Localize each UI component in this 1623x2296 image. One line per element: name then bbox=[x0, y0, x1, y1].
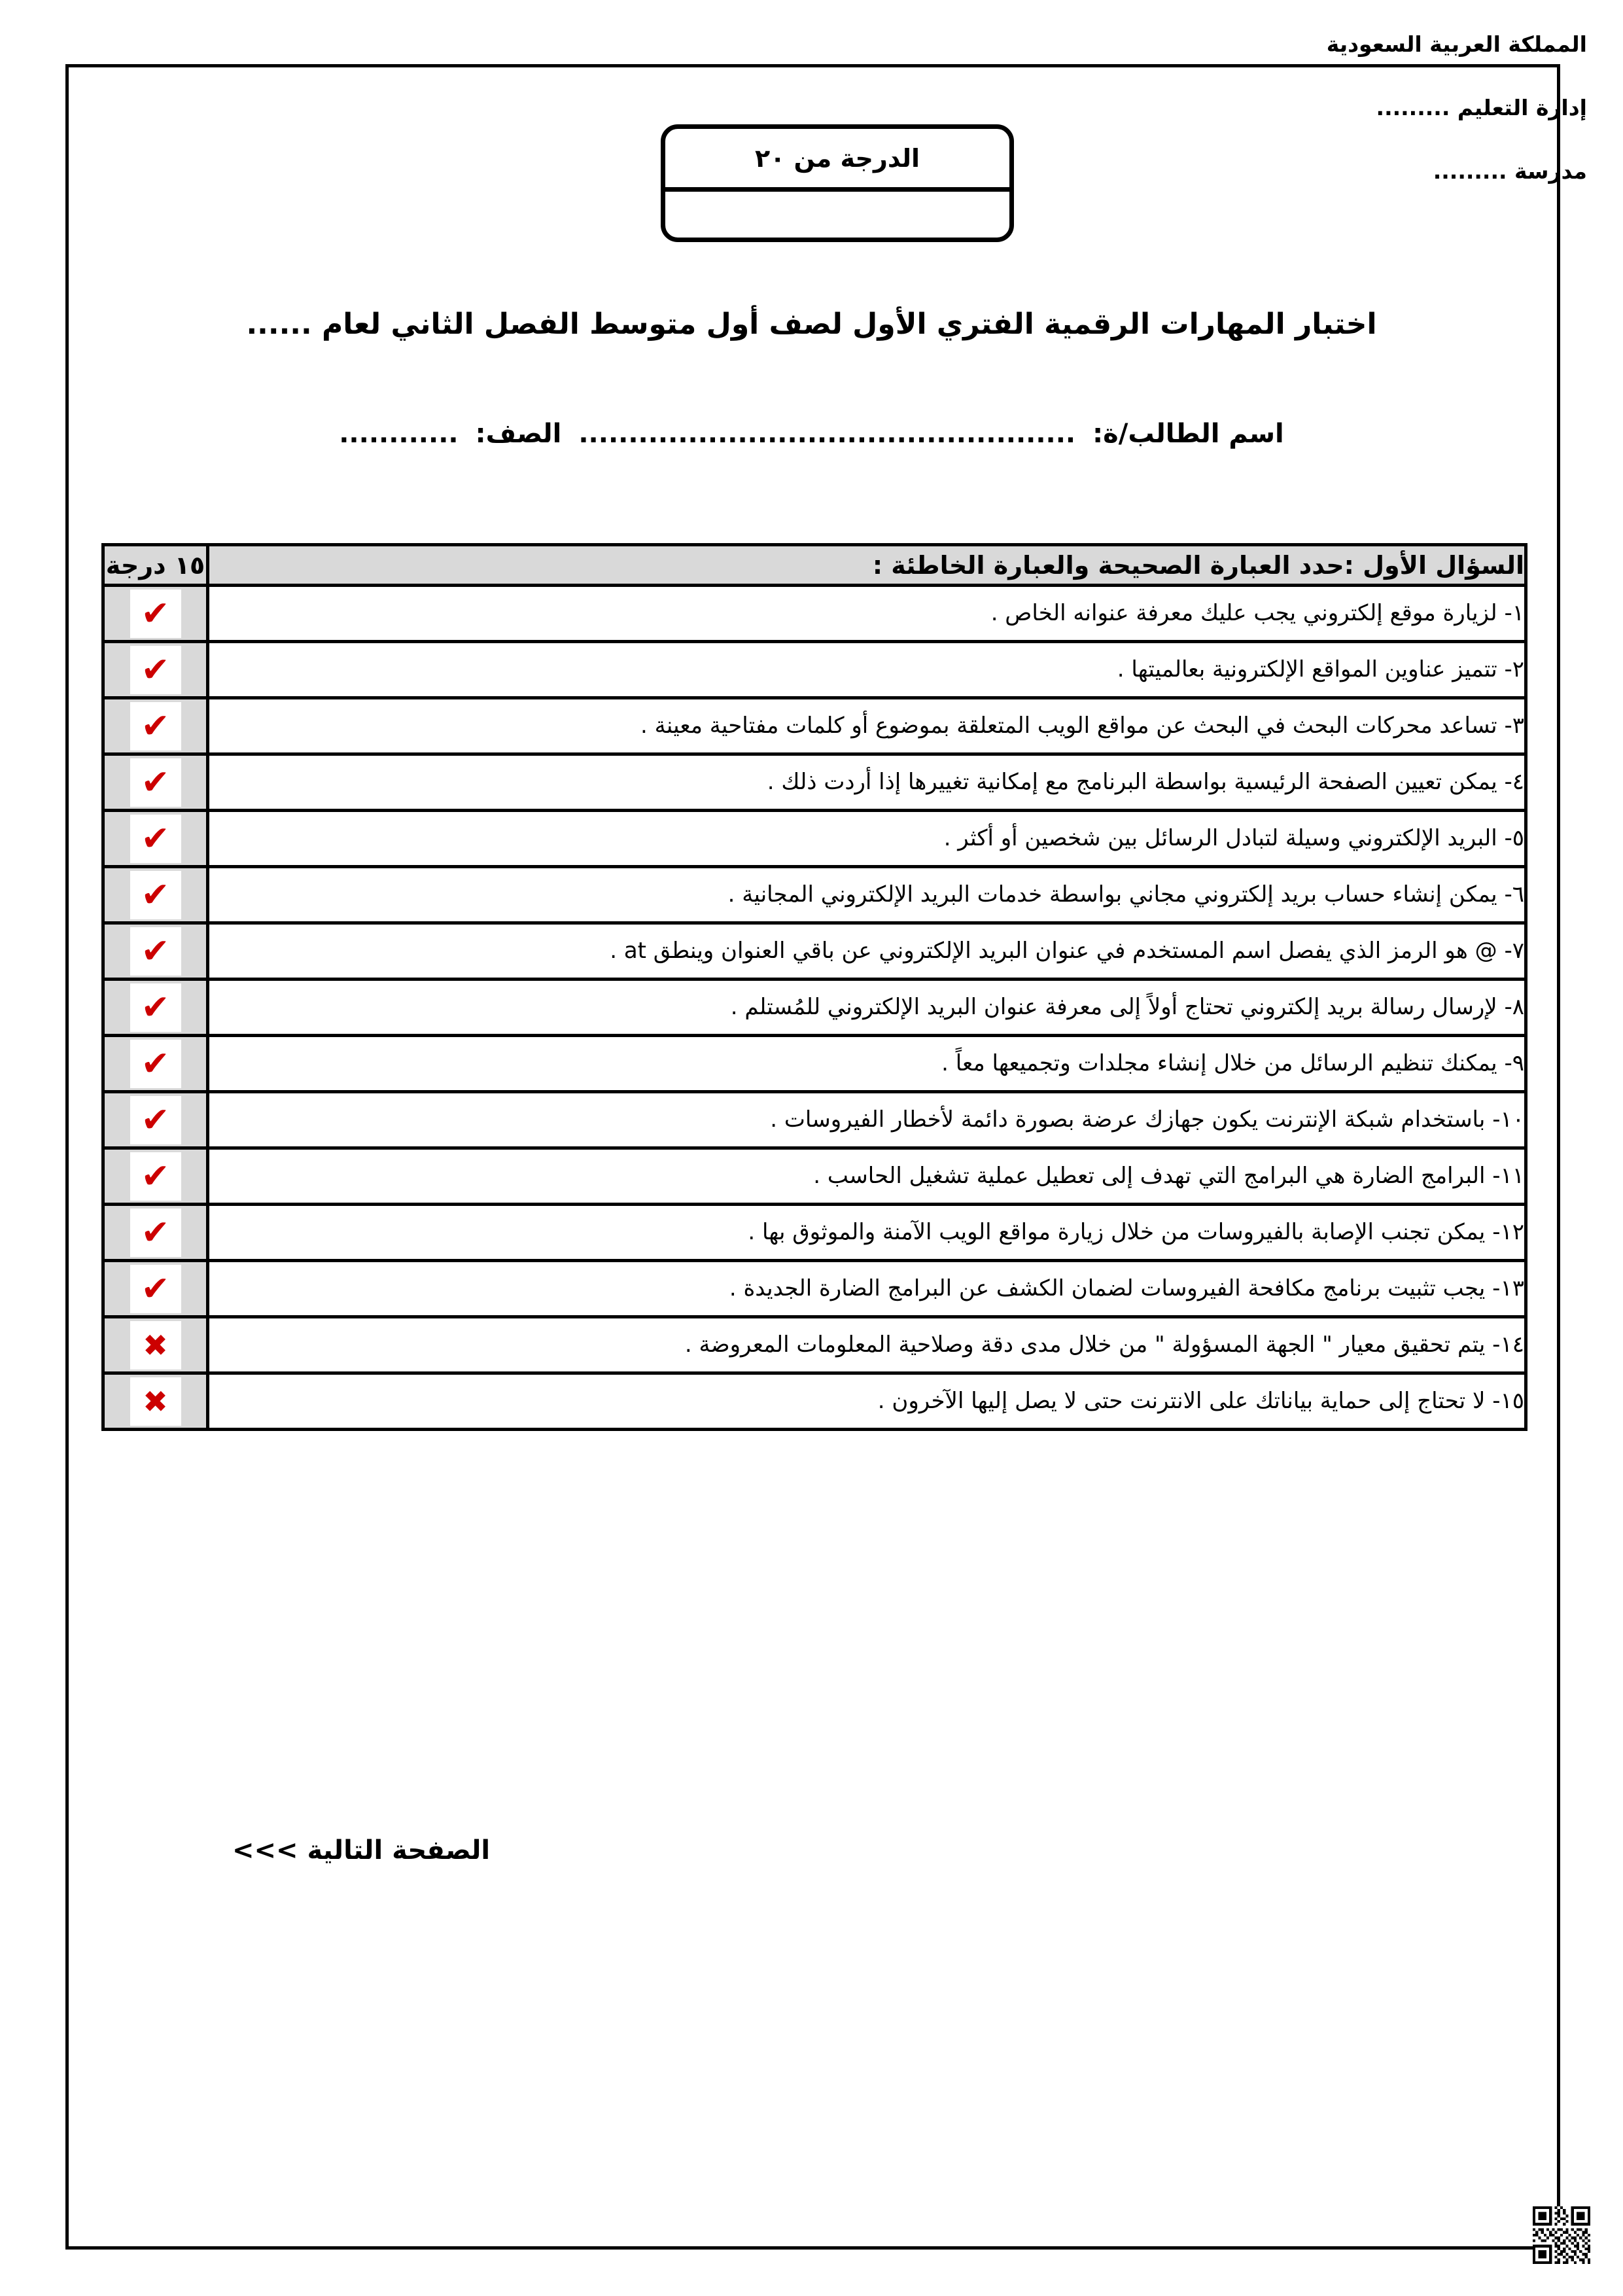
answer-cell[interactable] bbox=[103, 586, 208, 642]
class-label: الصف: bbox=[475, 419, 562, 449]
statement-text: ٦- يمكن إنشاء حساب بريد إلكتروني مجاني بواسطة خدمات البريد الإلكتروني المجانية . bbox=[208, 867, 1526, 923]
answer-cell[interactable] bbox=[103, 1317, 208, 1373]
table-row bbox=[103, 1036, 1526, 1092]
answer-cell[interactable] bbox=[103, 698, 208, 754]
table-row bbox=[103, 642, 1526, 698]
answer-mark-box bbox=[130, 1096, 181, 1144]
statement-text: ١٤- يتم تحقيق معيار " الجهة المسؤولة " من خلال مدى دقة وصلاحية المعلومات المعروضة . bbox=[208, 1317, 1526, 1373]
table-row bbox=[103, 1205, 1526, 1261]
table-row bbox=[103, 980, 1526, 1036]
check-icon: ✔ bbox=[141, 1156, 170, 1196]
answer-cell[interactable] bbox=[103, 811, 208, 867]
student-info-line bbox=[0, 419, 1623, 449]
answer-cell[interactable] bbox=[103, 642, 208, 698]
answer-mark-box bbox=[130, 1265, 181, 1313]
table-row bbox=[103, 1092, 1526, 1148]
answer-mark-box bbox=[130, 590, 181, 638]
answer-mark-box bbox=[130, 871, 181, 919]
statement-text: ٧- @ هو الرمز الذي يفصل اسم المستخدم في عنوان البريد الإلكتروني عن باقي العنوان وينطق at . bbox=[208, 923, 1526, 980]
check-icon: ✔ bbox=[141, 1269, 170, 1309]
statement-text: ٢- تتميز عناوين المواقع الإلكترونية بعالميتها . bbox=[208, 642, 1526, 698]
answer-mark-box bbox=[130, 1152, 181, 1201]
check-icon: ✔ bbox=[141, 875, 170, 915]
cross-icon: ✖ bbox=[143, 1327, 168, 1363]
answer-cell[interactable] bbox=[103, 1092, 208, 1148]
statement-text: ١٢- يمكن تجنب الإصابة بالفيروسات من خلال زيارة مواقع الويب الآمنة والموثوق بها . bbox=[208, 1205, 1526, 1261]
table-row bbox=[103, 867, 1526, 923]
next-page-note: الصفحة التالية >>> bbox=[232, 1835, 491, 1865]
letterhead-country: المملكة العربية السعودية bbox=[1326, 31, 1587, 57]
student-name-field[interactable]: .................................................. bbox=[578, 419, 1076, 449]
answer-mark-box bbox=[130, 927, 181, 976]
table-row bbox=[103, 811, 1526, 867]
table-row bbox=[103, 1317, 1526, 1373]
cross-icon: ✖ bbox=[143, 1383, 168, 1419]
answer-mark-box bbox=[130, 1377, 181, 1426]
grade-box bbox=[661, 124, 1014, 242]
page-title: اختبار المهارات الرقمية الفتري الأول لصف أول متوسط الفصل الثاني لعام ...... bbox=[246, 308, 1377, 341]
statement-text: ٨- لإرسال رسالة بريد إلكتروني تحتاج أولاً إلى معرفة عنوان البريد الإلكتروني للمُستلم . bbox=[208, 980, 1526, 1036]
statement-text: ١٣- يجب تثبيت برنامج مكافحة الفيروسات لضمان الكشف عن البرامج الضارة الجديدة . bbox=[208, 1261, 1526, 1317]
table-row bbox=[103, 1261, 1526, 1317]
table-header-statement: السؤال الأول :حدد العبارة الصحيحة والعبارة الخاطئة : bbox=[208, 545, 1526, 586]
table-row bbox=[103, 1148, 1526, 1205]
letterhead-education-admin: إدارة التعليم ......... bbox=[1376, 95, 1587, 120]
check-icon: ✔ bbox=[141, 931, 170, 971]
answer-mark-box bbox=[130, 1040, 181, 1088]
table-header-marks: ١٥ درجة bbox=[103, 545, 208, 586]
answer-cell[interactable] bbox=[103, 1373, 208, 1430]
answer-cell[interactable] bbox=[103, 980, 208, 1036]
answer-mark-box bbox=[130, 815, 181, 863]
statement-text: ٥- البريد الإلكتروني وسيلة لتبادل الرسائل بين شخصين أو أكثر . bbox=[208, 811, 1526, 867]
check-icon: ✔ bbox=[141, 762, 170, 802]
answer-cell[interactable] bbox=[103, 867, 208, 923]
table-row bbox=[103, 754, 1526, 811]
grade-box-value-row[interactable] bbox=[665, 192, 1009, 238]
letterhead bbox=[1168, 31, 1587, 184]
question-one-table bbox=[101, 543, 1527, 1431]
statement-text: ٣- تساعد محركات البحث في البحث عن مواقع الويب المتعلقة بموضوع أو كلمات مفتاحية معينة . bbox=[208, 698, 1526, 754]
student-name-label: اسم الطالب/ة: bbox=[1092, 419, 1284, 449]
table-row bbox=[103, 698, 1526, 754]
statement-text: ١١- البرامج الضارة هي البرامج التي تهدف إلى تعطيل عملية تشغيل الحاسب . bbox=[208, 1148, 1526, 1205]
table-row bbox=[103, 586, 1526, 642]
check-icon: ✔ bbox=[141, 650, 170, 690]
statement-text: ١٥- لا تحتاج إلى حماية بياناتك على الانترنت حتى لا يصل إليها الآخرون . bbox=[208, 1373, 1526, 1430]
answer-mark-box bbox=[130, 983, 181, 1032]
check-icon: ✔ bbox=[141, 1100, 170, 1140]
check-icon: ✔ bbox=[141, 706, 170, 746]
answer-mark-box bbox=[130, 1209, 181, 1257]
check-icon: ✔ bbox=[141, 1044, 170, 1084]
check-icon: ✔ bbox=[141, 819, 170, 858]
table-row bbox=[103, 923, 1526, 980]
statement-text: ٤- يمكن تعيين الصفحة الرئيسية بواسطة البرنامج مع إمكانية تغييرها إذا أردت ذلك . bbox=[208, 754, 1526, 811]
answer-cell[interactable] bbox=[103, 1261, 208, 1317]
statement-text: ١٠- باستخدام شبكة الإنترنت يكون جهازك عرضة بصورة دائمة لأخطار الفيروسات . bbox=[208, 1092, 1526, 1148]
answer-cell[interactable] bbox=[103, 754, 208, 811]
grade-box-label-row bbox=[665, 129, 1009, 192]
answer-mark-box bbox=[130, 702, 181, 751]
letterhead-school: مدرسة ......... bbox=[1433, 158, 1587, 184]
statement-text: ٩- يمكنك تنظيم الرسائل من خلال إنشاء مجلدات وتجميعها معاً . bbox=[208, 1036, 1526, 1092]
answer-cell[interactable] bbox=[103, 1148, 208, 1205]
check-icon: ✔ bbox=[141, 1212, 170, 1252]
table-header-row bbox=[103, 545, 1526, 586]
table-row bbox=[103, 1373, 1526, 1430]
answer-mark-box bbox=[130, 646, 181, 694]
statement-text: ١- لزيارة موقع إلكتروني يجب عليك معرفة عنوانه الخاص . bbox=[208, 586, 1526, 642]
answer-cell[interactable] bbox=[103, 1205, 208, 1261]
class-field[interactable]: ............ bbox=[339, 419, 459, 449]
check-icon: ✔ bbox=[141, 987, 170, 1027]
answer-cell[interactable] bbox=[103, 923, 208, 980]
answer-cell[interactable] bbox=[103, 1036, 208, 1092]
qr-code-icon bbox=[1533, 2206, 1590, 2264]
check-icon: ✔ bbox=[141, 593, 170, 633]
grade-label: الدرجة من ٢٠ bbox=[754, 143, 920, 173]
answer-mark-box bbox=[130, 758, 181, 807]
answer-mark-box bbox=[130, 1321, 181, 1369]
